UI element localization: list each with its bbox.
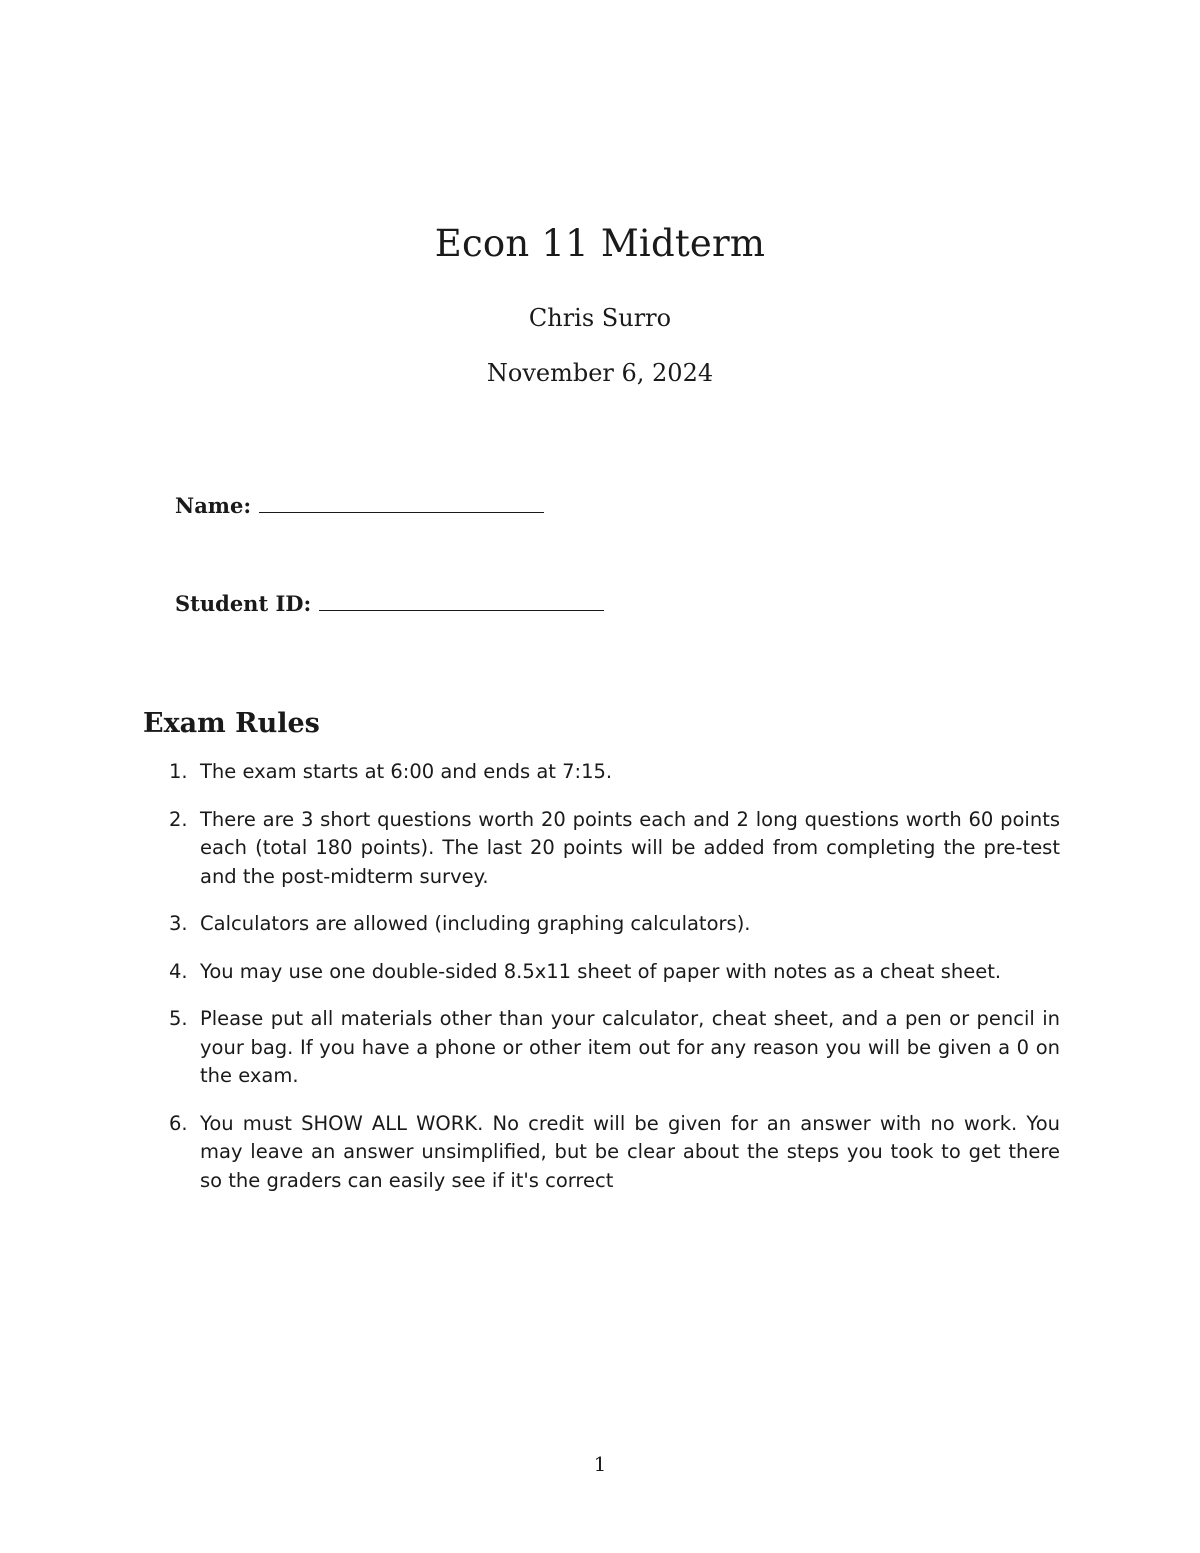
page-number: 1 xyxy=(593,1452,607,1476)
exam-rules-list xyxy=(143,758,1060,1214)
rule-item xyxy=(143,1005,1060,1091)
name-label: Name: xyxy=(175,493,252,518)
rule-number: 5. xyxy=(169,1007,188,1030)
name-blank-line xyxy=(259,511,544,513)
rule-text: There are 3 short questions worth 20 points each and 2 long questions worth 60 points each (total 180 points). The last 20 points will be added from completing the pre-test and the post-midterm survey. xyxy=(200,807,1060,888)
rule-item xyxy=(143,1110,1060,1196)
document-author: Chris Surro xyxy=(528,304,672,332)
rule-item xyxy=(143,758,1060,787)
student-id-blank-line xyxy=(319,609,604,611)
student-id-label: Student ID: xyxy=(175,591,312,616)
rule-number: 3. xyxy=(169,912,188,935)
rule-item xyxy=(143,910,1060,939)
document-title: Econ 11 Midterm xyxy=(434,222,766,265)
rule-text: The exam starts at 6:00 and ends at 7:15. xyxy=(200,760,613,783)
rule-text: You may use one double-sided 8.5x11 sheet of paper with notes as a cheat sheet. xyxy=(200,959,1002,983)
rule-number: 6. xyxy=(169,1111,188,1135)
rule-text: Calculators are allowed (including graphing calculators). xyxy=(200,912,751,935)
rule-text: Please put all materials other than your calculator, cheat sheet, and a pen or pencil in your bag. If you have a phone or other item out for any reason you will be given a 0 on the exam. xyxy=(200,1007,1060,1087)
rule-number: 1. xyxy=(169,760,188,783)
rule-text: You must SHOW ALL WORK. No credit will be given for an answer with no work. You may leave an answer unsimplified, but be clear about the steps you took to get there so the graders can easily see if it's correct xyxy=(200,1111,1060,1192)
rule-item xyxy=(143,958,1060,987)
document-date: November 6, 2024 xyxy=(486,359,714,387)
name-field xyxy=(175,493,544,518)
rule-item xyxy=(143,806,1060,892)
exam-rules-heading: Exam Rules xyxy=(143,708,320,739)
student-id-field xyxy=(175,591,604,616)
rule-number: 2. xyxy=(169,807,188,831)
rule-number: 4. xyxy=(169,959,188,983)
